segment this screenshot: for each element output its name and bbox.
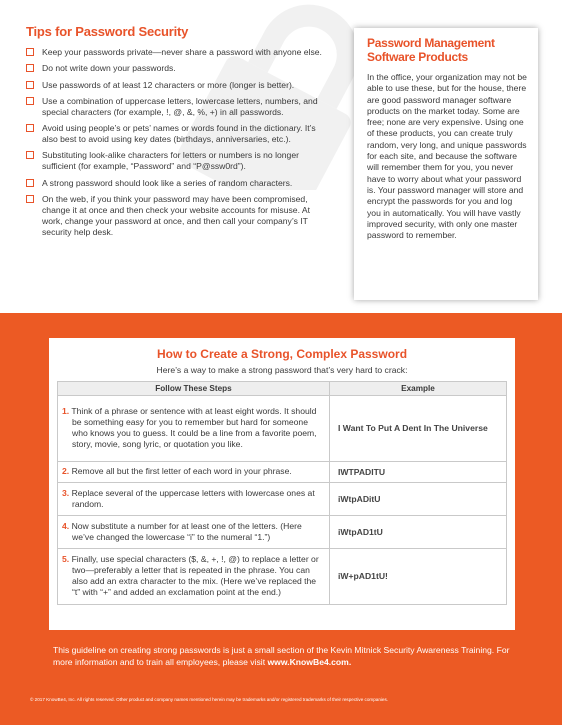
checkbox-icon: [26, 48, 34, 56]
step-cell: 4. Now substitute a number for at least one of the letters. (Here we’ve changed the lowercase “i” to the numeral “1.”): [58, 516, 330, 549]
tip-item: Do not write down your passwords.: [26, 63, 322, 74]
tip-item: Substituting look-alike characters for letters or numbers is no longer sufficient (for example, “Password” and “P@ssw0rd”).: [26, 150, 322, 172]
table-row: [58, 462, 507, 483]
example-cell: I Want To Put A Dent In The Universe: [330, 396, 507, 462]
table-row: [58, 396, 507, 462]
strong-password-card: [49, 338, 515, 630]
card-subtitle: Here’s a way to make a strong password that’s very hard to crack:: [156, 365, 408, 375]
knowbe4-link[interactable]: www.KnowBe4.com: [267, 656, 349, 667]
checkbox-icon: [26, 97, 34, 105]
header-example: Example: [330, 382, 507, 396]
checkbox-icon: [26, 195, 34, 203]
table-header-row: [58, 382, 507, 396]
step-cell: 5. Finally, use special characters ($, &, +, !, @) to replace a letter or two—preferably a letter that is repeated in the phrase. You can also add an extra character to the mix. (Here we’ve replaced the “t” with “+” and added an exclamation point at the end.): [58, 549, 330, 605]
sidebar-title: Password Management Software Products: [367, 36, 495, 64]
checkbox-icon: [26, 124, 34, 132]
example-cell: iWtpADitU: [330, 483, 507, 516]
tip-item: Use a combination of uppercase letters, lowercase letters, numbers, and special characters (for example, !, @, &, %, +) in all passwords.: [26, 96, 322, 118]
steps-table: [57, 381, 507, 605]
password-manager-sidebar: [354, 28, 538, 300]
tips-title: Tips for Password Security: [26, 24, 189, 39]
top-section: [0, 0, 562, 313]
step-cell: 2. Remove all but the first letter of each word in your phrase.: [58, 462, 330, 483]
step-cell: 1. Think of a phrase or sentence with at least eight words. It should be something easy for you to remember but hard for someone who knows you to guess. It could be a line from a favorite poem, story, movie, song lyric, or quotation you like.: [58, 396, 330, 462]
table-row: [58, 516, 507, 549]
example-cell: iW+pAD1tU!: [330, 549, 507, 605]
tips-list: [26, 47, 322, 238]
tip-item: Avoid using people’s or pets’ names or words found in the dictionary. It’s also best to avoid using key dates (birthdays, anniversaries, etc.).: [26, 123, 322, 145]
checkbox-icon: [26, 81, 34, 89]
step-cell: 3. Replace several of the uppercase letters with lowercase ones at random.: [58, 483, 330, 516]
example-cell: IWTPADITU: [330, 462, 507, 483]
copyright-notice: © 2017 KnowBe4, Inc. All rights reserved. Other product and company names mentioned herein may be trademarks and/or registered trademarks of their respective companies.: [30, 697, 389, 702]
password-tips: [26, 24, 322, 243]
table-row: [58, 483, 507, 516]
footer-guideline: This guideline on creating strong passwords is just a small section of the Kevin Mitnick Security Awareness Training. For more information and to train all employees, please visit www.KnowBe4.com.: [53, 645, 510, 667]
tip-item: Keep your passwords private—never share a password with anyone else.: [26, 47, 322, 58]
sidebar-body: In the office, your organization may not be able to use these, but for the house, there are good password manager software products on the market today. Some are free; none are very expensive. Using one of these products, you can create truly random, very long, and unique passwords for each site, and because the software will remember them for you, you never have to worry about what your password is. Your password manager will store and encrypt the passwords for you and log you in automatically. You will have vastly improved security, with only one master password to remember.: [367, 72, 527, 241]
checkbox-icon: [26, 151, 34, 159]
checkbox-icon: [26, 179, 34, 187]
example-cell: iWtpAD1tU: [330, 516, 507, 549]
tip-item: On the web, if you think your password may have been compromised, change it at once and then check your website accounts for misuse. At work, change your password at once, and then call your company’s IT security help desk.: [26, 194, 322, 238]
tip-item: A strong password should look like a series of random characters.: [26, 178, 322, 189]
header-steps: Follow These Steps: [58, 382, 330, 396]
card-title: How to Create a Strong, Complex Password: [156, 347, 408, 361]
checkbox-icon: [26, 64, 34, 72]
table-row: [58, 549, 507, 605]
tip-item: Use passwords of at least 12 characters or more (longer is better).: [26, 80, 322, 91]
